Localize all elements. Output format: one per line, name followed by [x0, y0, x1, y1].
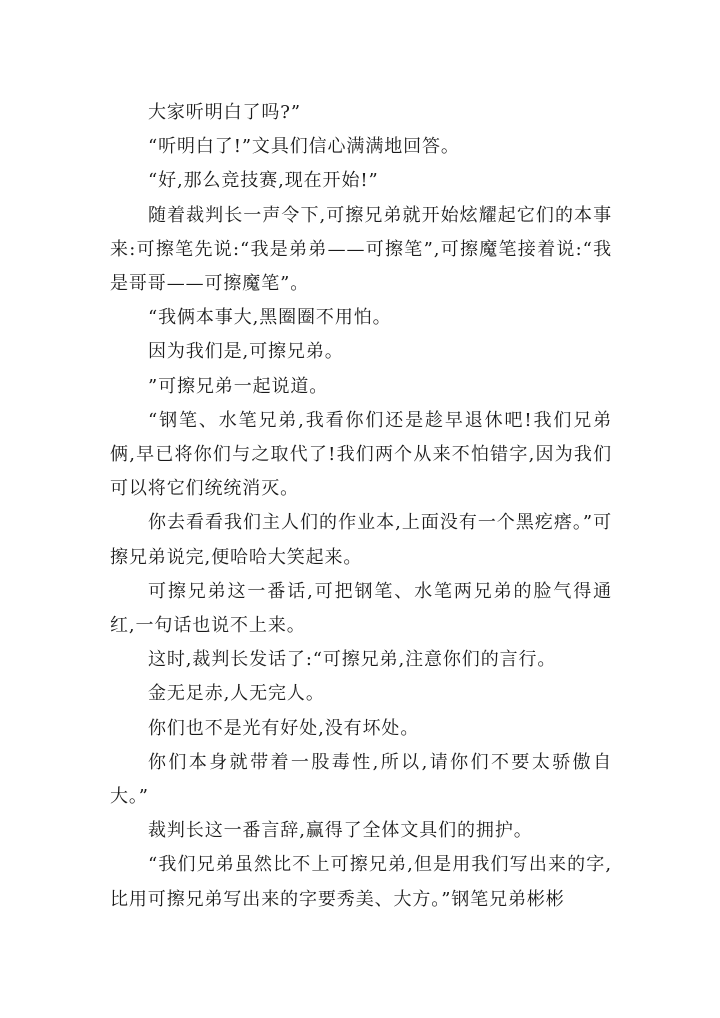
paragraph-13: 你们也不是光有好处,没有坏处。 [148, 717, 420, 739]
paragraph-10: 可擦兄弟这一番话,可把钢笔、水笔两兄弟的脸气得通红,一句话也说不上来。 [110, 580, 612, 637]
paragraph-9: 你去看看我们主人们的作业本,上面没有一个黑疙瘩。”可擦兄弟说完,便哈哈大笑起来。 [110, 512, 612, 568]
body-text [110, 96, 612, 917]
paragraph-12: 金无足赤,人无完人。 [148, 683, 325, 705]
paragraph-3: “好,那么竞技赛,现在开始!” [148, 170, 379, 192]
paragraph-14: 你们本身就带着一股毒性,所以,请你们不要太骄傲自大。” [110, 751, 612, 808]
paragraph-2: “听明白了!”文具们信心满满地回答。 [148, 136, 460, 158]
paragraph-1: 大家听明白了吗?” [148, 102, 301, 123]
paragraph-4: 随着裁判长一声令下,可擦兄弟就开始炫耀起它们的本事来:可擦笔先说:“我是弟弟——可擦笔”,可擦魔笔接着说:“我是哥哥——可擦魔笔”。 [110, 204, 612, 295]
paragraph-7: ”可擦兄弟一起说道。 [148, 375, 329, 397]
paragraph-15: 裁判长这一番言辞,赢得了全体文具们的拥护。 [148, 820, 533, 842]
paragraph-16: “我们兄弟虽然比不上可擦兄弟,但是用我们写出来的字,比用可擦兄弟写出来的字要秀美、大方。”钢笔兄弟彬彬 [110, 854, 612, 910]
paragraph-6: 因为我们是,可擦兄弟。 [148, 341, 344, 363]
paragraph-11: 这时,裁判长发话了:“可擦兄弟,注意你们的言行。 [148, 649, 557, 671]
paragraph-8: “钢笔、水笔兄弟,我看你们还是趁早退休吧!我们兄弟俩,早已将你们与之取代了!我们两个从来不怕错字,因为我们可以将它们统统消灭。 [110, 409, 612, 500]
paragraph-5: “我俩本事大,黑圈圈不用怕。 [148, 307, 392, 329]
